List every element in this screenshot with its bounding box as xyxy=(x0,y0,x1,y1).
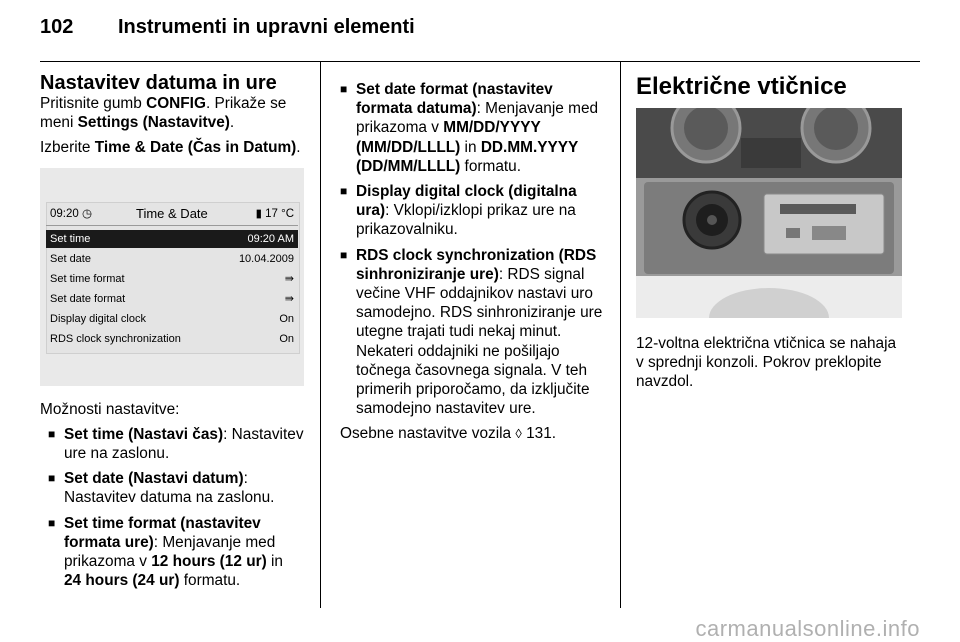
column-3 xyxy=(636,72,906,398)
section-heading-date-time: Nastavitev datuma in ure xyxy=(40,72,277,94)
display-row-set-time: Set time 09:20 AM xyxy=(46,230,298,248)
display-row-set-date-format: Set date format ⇛ xyxy=(50,292,294,305)
section-heading-sockets: Električne vtičnice xyxy=(636,73,847,100)
column-1 xyxy=(40,72,304,596)
display-row-set-time-format: Set time format ⇛ xyxy=(50,272,294,285)
bullet-set-time: ■ Set time (Nastavi čas): Nastavitev ure na zaslonu. xyxy=(48,425,304,463)
paragraph-config: Pritisnite gumb CONFIG. Prikaže se meni Settings (Nastavitve). xyxy=(40,95,287,132)
console-illustration xyxy=(636,108,902,318)
page-number: 102 xyxy=(40,16,74,38)
clock-sync-icon: ◷ xyxy=(81,207,93,220)
column-divider-left xyxy=(320,62,321,608)
display-title: Time & Date xyxy=(136,205,208,221)
bullet-set-date-format: ■ Set date format (nastavitev formata datuma): Menjavanje med prikazoma v MM/DD/YYYY (MM/DD/LLLL) in DD.MM.YYYY (DD/MM/LLLL) formatu. xyxy=(340,80,610,176)
header-rule xyxy=(40,61,920,62)
power-socket-photo xyxy=(636,108,902,318)
running-title: Instrumenti in upravni elementi xyxy=(118,16,415,38)
socket-caption: 12-voltna električna vtičnica se nahaja v sprednji konzoli. Pokrov preklopite navzdol. xyxy=(636,335,897,391)
display-top-bar xyxy=(46,204,298,224)
thermometer-icon: ▮ xyxy=(255,207,262,220)
display-clock: 09:20 ◷ xyxy=(50,207,93,220)
bullet-set-date: ■ Set date (Nastavi datum): Nastavitev datuma na zaslonu. xyxy=(48,469,304,507)
display-row-rds-sync: RDS clock synchronization On xyxy=(50,332,294,345)
column-divider-right xyxy=(620,62,621,608)
bullet-rds-sync: ■ RDS clock synchronization (RDS sinhroniziranje ure): RDS signal večine VHF oddajnikov nastavi uro samodejno. RDS sinhroniziranje ure utegne trajati tudi nekaj minut. Nekateri oddajniki ne pošiljajo točnega časovnega signala. V teh primerih priporočamo, da izključite samodejno nastavitev ure. xyxy=(340,246,610,419)
display-row-digital-clock: Display digital clock On xyxy=(50,312,294,325)
bullet-set-time-format: ■ Set time format (nastavitev formata ure): Menjavanje med prikazoma v 12 hours (12 ur) in 24 hours (24 ur) formatu. xyxy=(48,514,304,591)
watermark: carmanualsonline.info xyxy=(695,616,920,641)
display-separator xyxy=(46,225,298,226)
display-temperature: ▮ 17 °C xyxy=(255,207,294,220)
page-reference-arrow-icon: ◊ xyxy=(515,426,522,442)
display-row-set-date: Set date 10.04.2009 xyxy=(50,252,294,265)
paragraph-select: Izberite Time & Date (Čas in Datum). xyxy=(40,139,301,157)
bullet-display-digital-clock: ■ Display digital clock (digitalna ura): Vklopi/izklopi prikaz ure na prikazovalniku. xyxy=(340,182,610,240)
vehicle-settings-reference: Osebne nastavitve vozila ◊ 131. xyxy=(340,425,557,443)
column-2 xyxy=(340,80,610,450)
options-intro: Možnosti nastavitve: xyxy=(40,400,180,418)
display-screenshot xyxy=(40,168,304,386)
